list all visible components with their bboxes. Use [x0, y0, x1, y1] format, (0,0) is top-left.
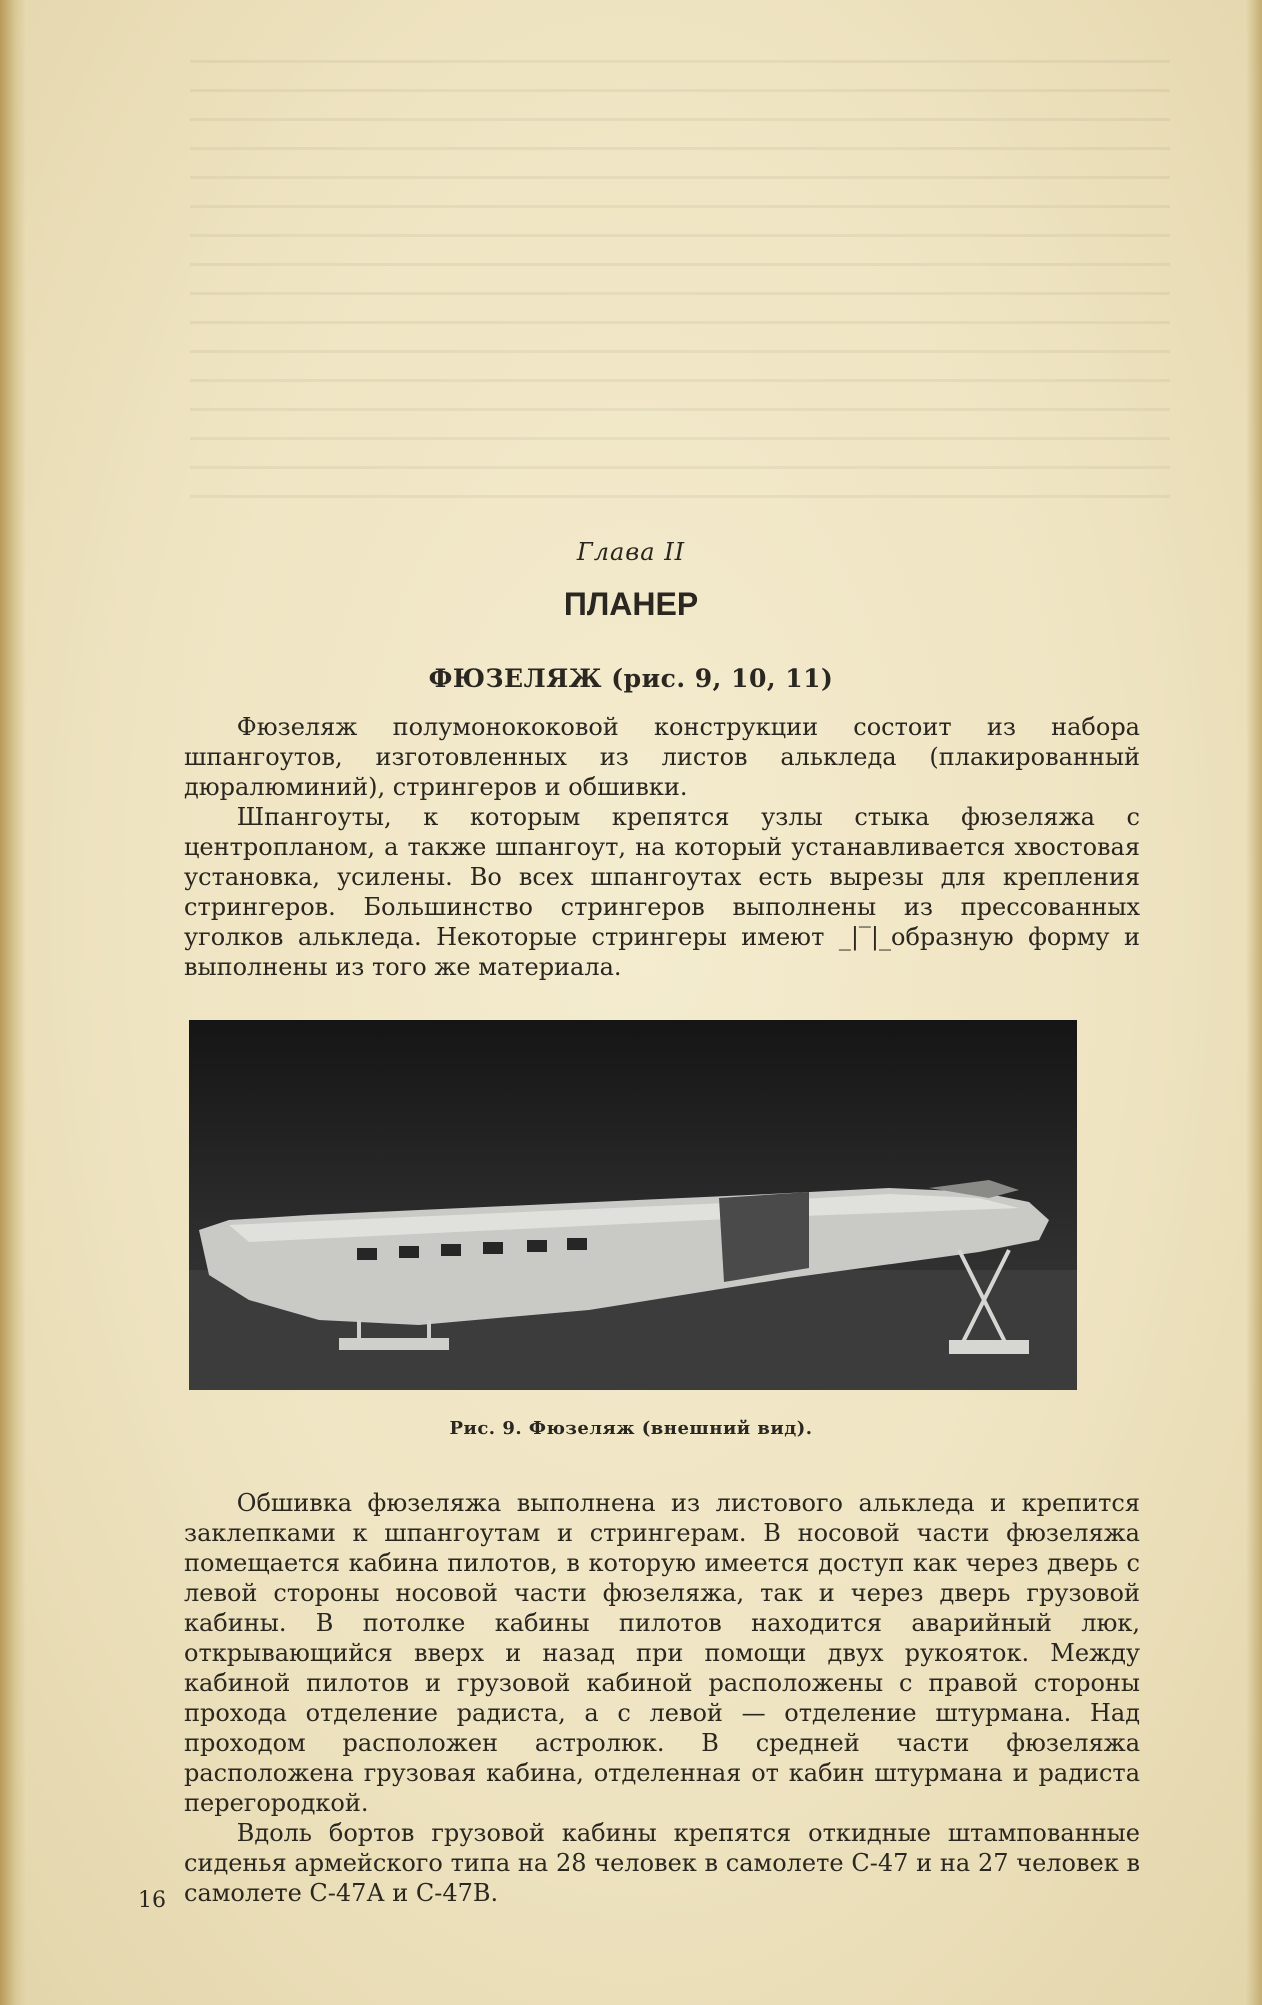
bleed-through-shadow — [190, 60, 1170, 510]
body-text-top — [184, 712, 1140, 982]
section-heading: ФЮЗЕЛЯЖ (рис. 9, 10, 11) — [428, 664, 834, 693]
figure-caption: Рис. 9. Фюзеляж (внешний вид). — [449, 1418, 813, 1439]
paragraph: Фюзеляж полумонококовой конструкции состоит из набора шпангоутов, изготовленных из листов алькледа (плакированный дюралюминий), стрингеров и обшивки. — [184, 713, 1140, 801]
page-edge-right — [1246, 0, 1262, 2005]
fuselage-illustration — [189, 1020, 1077, 1390]
paragraph: Вдоль бортов грузовой кабины крепятся откидные штампованные сиденья армейского типа на 28 человек в самолете С-47 и на 27 человек в самолете С-47А и С-47В. — [184, 1819, 1140, 1907]
chapter-heading: Глава II — [576, 538, 686, 566]
body-text-bottom — [184, 1488, 1140, 1908]
page-edge-left — [0, 0, 26, 2005]
paragraph: Шпангоуты, к которым крепятся узлы стыка фюзеляжа с центропланом, а также шпангоут, на который устанавливается хвостовая установка, усилены. Во всех шпангоутах есть вырезы для крепления стрингеров. Большинство стрингеров выполнены из прессованных уголков алькледа. Некоторые стрингеры имеют _|‾|_образную форму и выполнены из того же материала. — [184, 803, 1140, 981]
fuselage-photo — [189, 1020, 1077, 1390]
paragraph: Обшивка фюзеляжа выполнена из листового алькледа и крепится заклепками к шпангоутам и стрингерам. В носовой части фюзеляжа помещается кабина пилотов, в которую имеется доступ как через дверь с левой стороны носовой части фюзеляжа, так и через дверь грузовой кабины. В потолке кабины пилотов находится аварийный люк, открывающийся вверх и назад при помощи двух рукояток. Между кабиной пилотов и грузовой кабиной расположены с правой стороны прохода отделение радиста, а с левой — отделение штурмана. Над проходом расположен астролюк. В средней части фюзеляжа расположена грузовая кабина, отделенная от кабин штурмана и радиста перегородкой. — [184, 1489, 1140, 1817]
page-title: ПЛАНЕР — [563, 586, 699, 622]
page-number: 16 — [138, 1888, 166, 1913]
